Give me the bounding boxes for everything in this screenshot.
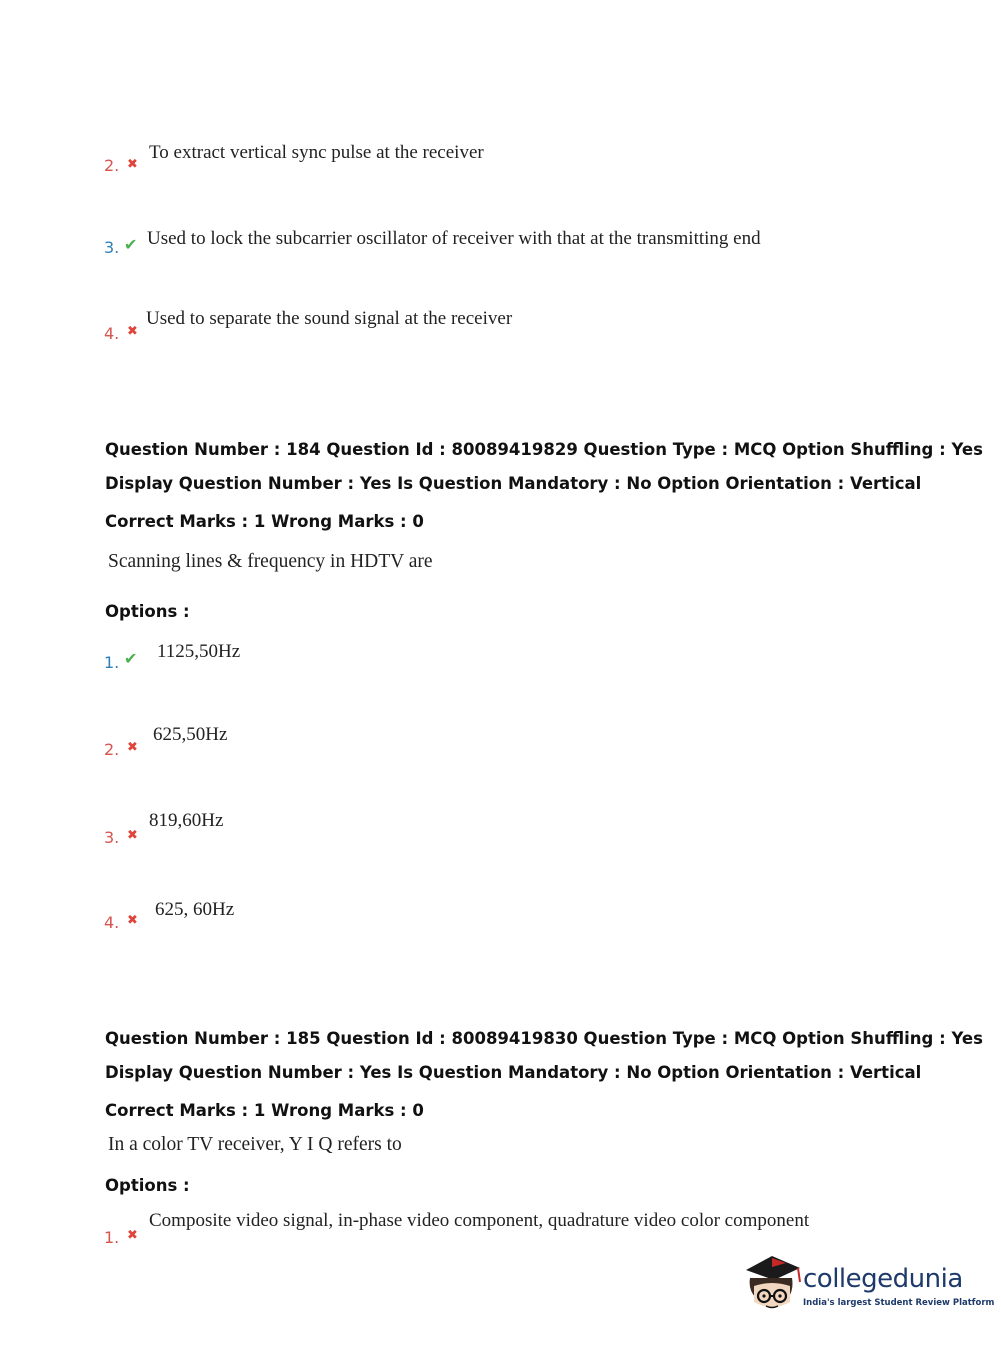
question-meta-line: Question Number : 184 Question Id : 80089419829 Question Type : MCQ Option Shuffling : Yes (105, 440, 983, 459)
option-number: 4. (104, 913, 120, 932)
option-text: Used to separate the sound signal at the receiver (146, 308, 513, 329)
option-text: Used to lock the subcarrier oscillator of receiver with that at the transmitting end (147, 228, 761, 249)
question-text: In a color TV receiver, Y I Q refers to (108, 1134, 402, 1155)
question-meta-line: Display Question Number : Yes Is Question Mandatory : No Option Orientation : Vertical (105, 1063, 922, 1082)
question-meta-line: Display Question Number : Yes Is Question Mandatory : No Option Orientation : Vertical (105, 474, 922, 493)
option-text: To extract vertical sync pulse at the receiver (149, 142, 484, 163)
option-text: 1125,50Hz (157, 641, 241, 662)
options-label: Options : (105, 602, 190, 621)
wrong-mark-icon: ✖ (127, 324, 138, 339)
question-meta-line: Question Number : 185 Question Id : 80089419830 Question Type : MCQ Option Shuffling : Yes (105, 1029, 983, 1048)
option-text: Composite video signal, in-phase video component, quadrature video color component (149, 1210, 810, 1231)
option-number: 1. (104, 1228, 120, 1247)
option-text: 819,60Hz (149, 810, 224, 831)
options-label: Options : (105, 1176, 190, 1195)
option-number: 2. (104, 156, 120, 175)
correct-check-icon: ✔ (124, 649, 138, 668)
mascot-icon (742, 1250, 804, 1320)
collegedunia-logo (742, 1250, 995, 1320)
wrong-mark-icon: ✖ (127, 913, 138, 928)
question-marks-line: Correct Marks : 1 Wrong Marks : 0 (105, 1101, 424, 1120)
wrong-mark-icon: ✖ (127, 157, 138, 172)
option-number: 3. (104, 238, 120, 257)
wrong-mark-icon: ✖ (127, 740, 138, 755)
option-number: 3. (104, 828, 120, 847)
logo-wordmark: collegedunia (803, 1264, 963, 1294)
logo-tagline: India's largest Student Review Platform (803, 1298, 995, 1308)
option-number: 2. (104, 740, 120, 759)
question-marks-line: Correct Marks : 1 Wrong Marks : 0 (105, 512, 424, 531)
option-text: 625, 60Hz (155, 899, 235, 920)
correct-check-icon: ✔ (124, 235, 138, 254)
wrong-mark-icon: ✖ (127, 1228, 138, 1243)
option-number: 4. (104, 324, 120, 343)
option-number: 1. (104, 653, 120, 672)
option-text: 625,50Hz (153, 724, 228, 745)
wrong-mark-icon: ✖ (127, 828, 138, 843)
question-text: Scanning lines & frequency in HDTV are (108, 551, 433, 572)
